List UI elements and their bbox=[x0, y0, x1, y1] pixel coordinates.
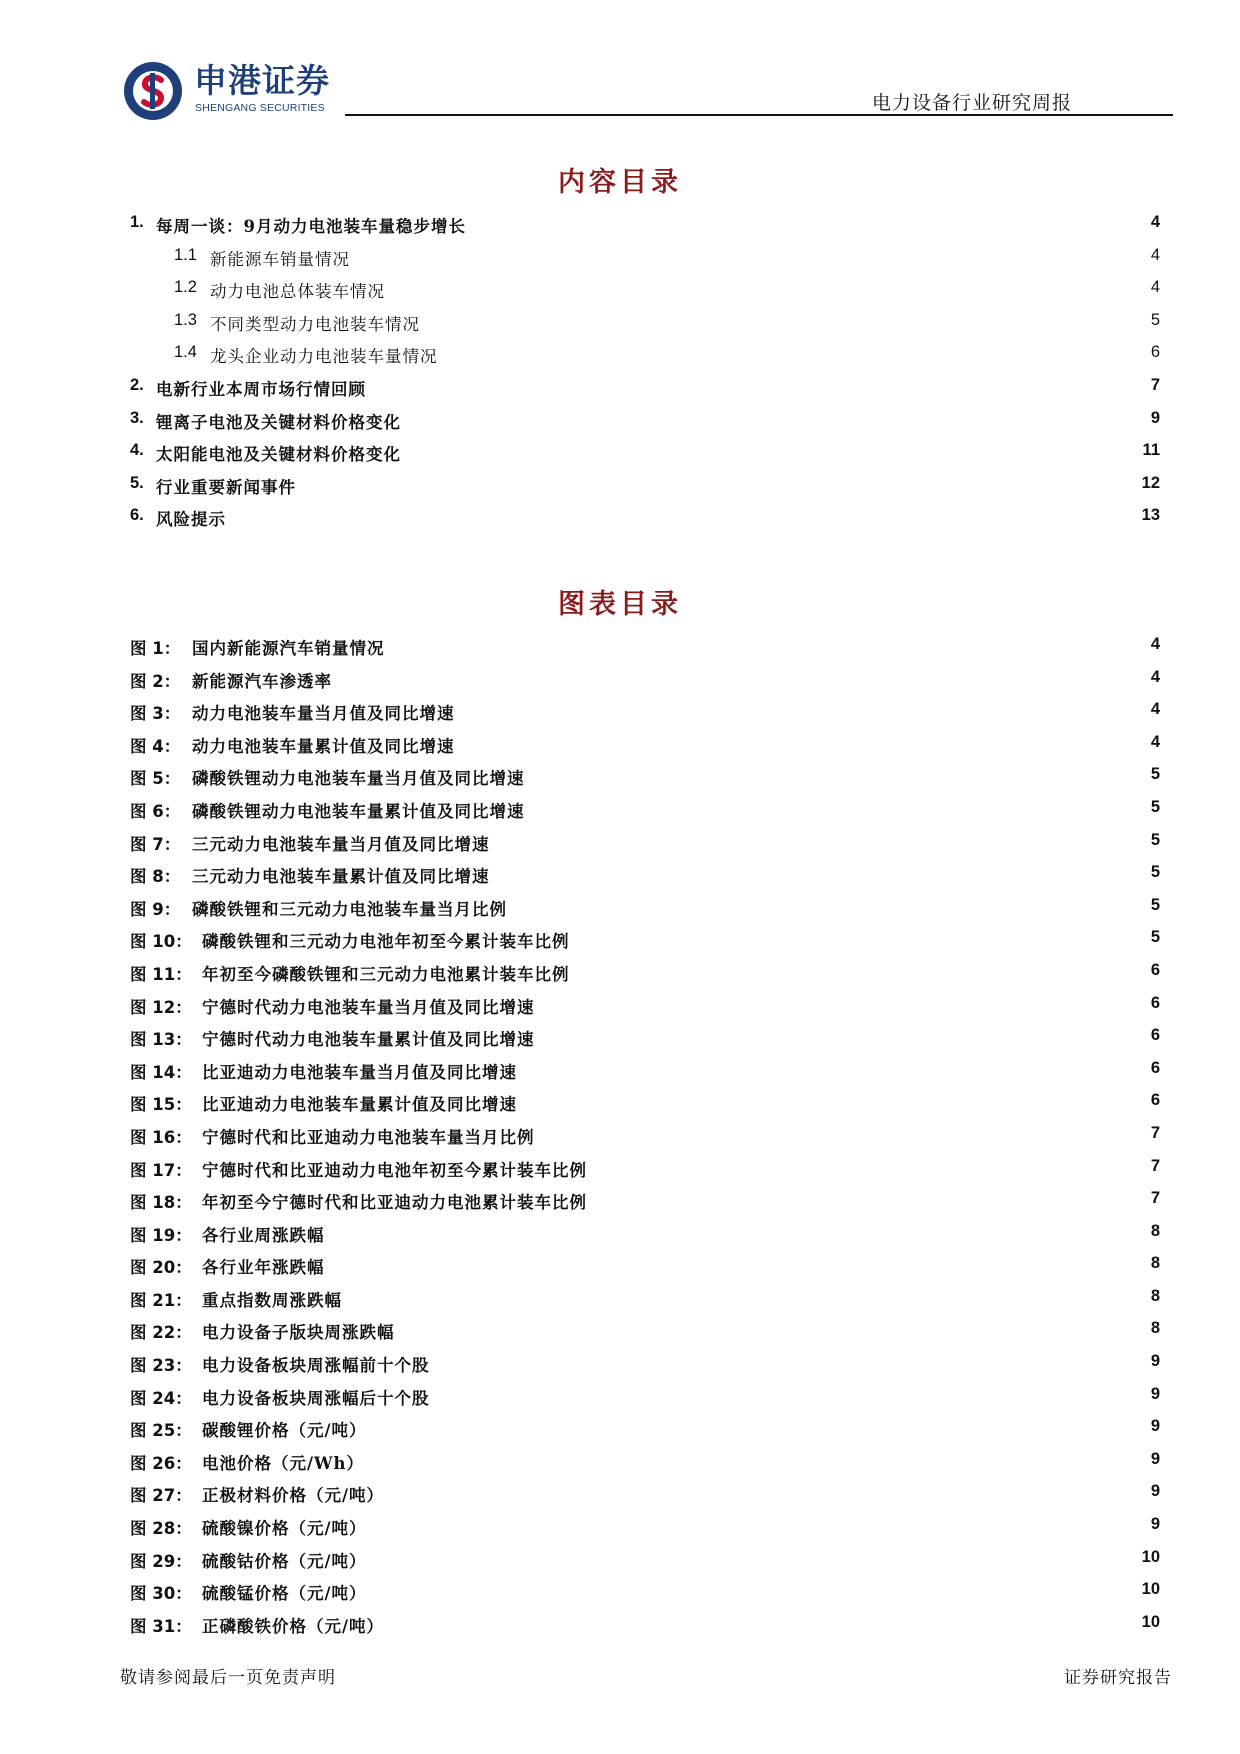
figure-entry[interactable] bbox=[130, 727, 1160, 760]
toc-entry[interactable] bbox=[130, 370, 1160, 403]
figure-entry[interactable] bbox=[130, 694, 1160, 727]
figure-entry-page: 4 bbox=[1150, 635, 1160, 653]
figure-entry-page: 6 bbox=[1150, 1091, 1160, 1110]
figure-entry-title: 三元动力电池装车量当月值及同比增速 bbox=[192, 834, 490, 854]
figure-entry[interactable] bbox=[130, 988, 1160, 1021]
figure-entry-label: 图 31： bbox=[130, 1616, 192, 1636]
figure-entry-title: 电力设备板块周涨幅前十个股 bbox=[202, 1356, 430, 1376]
figure-entry[interactable] bbox=[130, 1313, 1160, 1346]
figure-entry-title: 比亚迪动力电池装车量当月值及同比增速 bbox=[202, 1062, 517, 1082]
brand-name: 申港证券 bbox=[194, 61, 330, 100]
figure-entry[interactable] bbox=[130, 890, 1160, 923]
toc-entry-title: 动力电池总体装车情况 bbox=[210, 282, 385, 302]
toc-entry-number: 1.3 bbox=[174, 310, 197, 329]
figure-entry-label: 图 16： bbox=[130, 1127, 192, 1147]
figure-entry-title: 宁德时代和比亚迪动力电池年初至今累计装车比例 bbox=[202, 1160, 587, 1180]
figure-entry-page: 9 bbox=[1150, 1515, 1160, 1534]
figure-entry-label: 图 28： bbox=[130, 1519, 192, 1539]
figure-entry[interactable] bbox=[130, 1118, 1160, 1151]
toc-entry-page: 11 bbox=[1142, 441, 1160, 460]
figure-entry-title: 磷酸铁锂动力电池装车量累计值及同比增速 bbox=[192, 801, 525, 821]
footer-disclaimer: 敬请参阅最后一页免责声明 bbox=[120, 1668, 336, 1688]
figure-entry[interactable] bbox=[130, 1151, 1160, 1184]
figure-entry[interactable] bbox=[130, 629, 1160, 662]
toc-entry[interactable] bbox=[130, 403, 1160, 436]
figure-entry-page: 4 bbox=[1150, 732, 1160, 751]
figure-entry-page: 5 bbox=[1150, 895, 1160, 914]
figure-entry-title: 宁德时代和比亚迪动力电池装车量当月比例 bbox=[202, 1127, 535, 1147]
figure-entry-title: 电力设备子版块周涨跌幅 bbox=[202, 1323, 395, 1343]
figure-entry-page: 9 bbox=[1150, 1482, 1160, 1501]
figure-entry-page: 9 bbox=[1150, 1352, 1160, 1371]
toc-entry-title: 太阳能电池及关键材料价格变化 bbox=[156, 445, 401, 465]
figure-entry-title: 硫酸锰价格（元/吨） bbox=[202, 1584, 367, 1604]
footer-doc-type: 证券研究报告 bbox=[1064, 1668, 1172, 1688]
figure-entry-page: 5 bbox=[1150, 765, 1160, 784]
figure-entry[interactable] bbox=[130, 857, 1160, 890]
figure-entry-title: 宁德时代动力电池装车量累计值及同比增速 bbox=[202, 1030, 535, 1050]
toc-entry[interactable] bbox=[130, 468, 1160, 501]
figure-entry-page: 7 bbox=[1150, 1156, 1160, 1175]
figure-entry-label: 图 29： bbox=[130, 1551, 192, 1571]
toc-entry-page: 13 bbox=[1141, 506, 1160, 525]
toc-entry[interactable] bbox=[130, 240, 1160, 273]
brand-name-en: SHENGANG SECURITIES bbox=[195, 102, 325, 114]
figure-entry-title: 磷酸铁锂动力电池装车量当月值及同比增速 bbox=[192, 769, 525, 789]
figure-entry-title: 电池价格（元/Wh） bbox=[202, 1453, 365, 1473]
toc-entry-page: 7 bbox=[1150, 375, 1160, 394]
figure-entry[interactable] bbox=[130, 1542, 1160, 1575]
figure-entry-page: 8 bbox=[1150, 1254, 1160, 1273]
figure-entry-label: 图 21： bbox=[130, 1290, 192, 1310]
figure-entry-title: 国内新能源汽车销量情况 bbox=[192, 639, 385, 658]
toc-entry-title: 龙头企业动力电池装车量情况 bbox=[210, 347, 438, 367]
figure-entry-title: 比亚迪动力电池装车量累计值及同比增速 bbox=[202, 1095, 517, 1115]
figure-entry-page: 4 bbox=[1150, 667, 1160, 686]
figure-entry-page: 10 bbox=[1141, 1612, 1160, 1631]
figure-entry[interactable] bbox=[130, 955, 1160, 988]
figure-entry-label: 图 8： bbox=[130, 867, 181, 887]
figure-entry-title: 各行业周涨跌幅 bbox=[202, 1225, 325, 1245]
toc-entry-number: 4. bbox=[130, 441, 144, 460]
figure-entry[interactable] bbox=[130, 825, 1160, 858]
figure-entry-title: 各行业年涨跌幅 bbox=[202, 1258, 325, 1278]
figure-list bbox=[130, 629, 1160, 1639]
figure-entry-title: 宁德时代动力电池装车量当月值及同比增速 bbox=[202, 997, 535, 1017]
figure-entry-title: 碳酸锂价格（元/吨） bbox=[202, 1421, 367, 1441]
report-type: 电力设备行业研究周报 bbox=[871, 92, 1072, 114]
figure-entry-page: 5 bbox=[1150, 863, 1160, 882]
figure-entry-title: 正磷酸铁价格（元/吨） bbox=[202, 1616, 385, 1636]
figure-entry-label: 图 9： bbox=[130, 899, 181, 919]
figure-entry-label: 图 1： bbox=[130, 639, 181, 658]
toc-entry-page: 4 bbox=[1150, 245, 1160, 264]
figure-entry-label: 图 5： bbox=[130, 769, 181, 789]
toc-entry-page: 4 bbox=[1150, 278, 1160, 297]
toc-entry-title: 电新行业本周市场行情回顾 bbox=[156, 379, 366, 399]
toc-entry-number: 3. bbox=[130, 408, 144, 427]
figure-entry-title: 动力电池装车量累计值及同比增速 bbox=[192, 736, 455, 756]
toc-entry-page: 6 bbox=[1150, 343, 1160, 362]
figure-entry[interactable] bbox=[130, 1020, 1160, 1053]
figure-entry[interactable] bbox=[130, 792, 1160, 825]
toc-entry-page: 4 bbox=[1150, 213, 1160, 231]
figure-entry-label: 图 25： bbox=[130, 1421, 192, 1441]
figure-entry[interactable] bbox=[130, 1411, 1160, 1444]
figure-entry-title: 动力电池装车量当月值及同比增速 bbox=[192, 704, 455, 724]
toc-entry-number: 6. bbox=[130, 506, 144, 525]
toc-entry-title: 行业重要新闻事件 bbox=[156, 477, 296, 497]
figure-entry-title: 电力设备板块周涨幅后十个股 bbox=[202, 1388, 430, 1408]
toc-entry[interactable] bbox=[130, 207, 1160, 240]
figure-entry[interactable] bbox=[130, 662, 1160, 695]
figure-entry-page: 7 bbox=[1150, 1123, 1160, 1142]
figure-entry-page: 5 bbox=[1150, 797, 1160, 816]
toc-title: 内容目录 bbox=[558, 167, 682, 198]
toc-entry-number: 5. bbox=[130, 473, 144, 492]
figure-list-title: 图表目录 bbox=[558, 589, 682, 620]
figure-entry-page: 8 bbox=[1150, 1319, 1160, 1338]
figure-entry-page: 9 bbox=[1150, 1384, 1160, 1403]
figure-entry-label: 图 6： bbox=[130, 801, 181, 821]
figure-entry[interactable] bbox=[130, 1476, 1160, 1509]
toc-entry[interactable] bbox=[130, 305, 1160, 338]
figure-entry[interactable] bbox=[130, 1444, 1160, 1477]
figure-entry-page: 5 bbox=[1150, 928, 1160, 947]
toc-entry-number: 1.4 bbox=[174, 343, 197, 362]
figure-entry[interactable] bbox=[130, 1183, 1160, 1216]
figure-entry-page: 7 bbox=[1150, 1189, 1160, 1208]
figure-entry[interactable] bbox=[130, 1574, 1160, 1607]
figure-entry-title: 年初至今宁德时代和比亚迪动力电池累计装车比例 bbox=[202, 1193, 587, 1213]
figure-entry-title: 新能源汽车渗透率 bbox=[192, 671, 332, 691]
shengang-logo-icon bbox=[122, 60, 184, 122]
figure-entry[interactable] bbox=[130, 1281, 1160, 1314]
figure-entry-page: 6 bbox=[1150, 1026, 1160, 1045]
toc-entry-page: 12 bbox=[1141, 473, 1160, 492]
figure-entry-label: 图 15： bbox=[130, 1095, 192, 1115]
toc-entry-page: 9 bbox=[1150, 408, 1160, 427]
figure-entry-title: 硫酸钴价格（元/吨） bbox=[202, 1551, 367, 1571]
figure-entry-label: 图 30： bbox=[130, 1584, 192, 1604]
figure-entry[interactable] bbox=[130, 1379, 1160, 1412]
figure-entry-label: 图 2： bbox=[130, 671, 181, 691]
header-divider bbox=[345, 114, 1173, 116]
toc-entry-title: 新能源车销量情况 bbox=[210, 249, 350, 269]
figure-entry-label: 图 24： bbox=[130, 1388, 192, 1408]
toc-entry-page: 5 bbox=[1150, 310, 1160, 329]
figure-entry-title: 三元动力电池装车量累计值及同比增速 bbox=[192, 867, 490, 887]
figure-entry-title: 硫酸镍价格（元/吨） bbox=[202, 1519, 367, 1539]
figure-entry-page: 5 bbox=[1150, 830, 1160, 849]
toc-entry-number: 1. bbox=[130, 213, 144, 231]
toc-entry-title: 锂离子电池及关键材料价格变化 bbox=[156, 412, 401, 432]
toc-entry-title: 每周一谈：9月动力电池装车量稳步增长 bbox=[156, 217, 466, 236]
figure-entry[interactable] bbox=[130, 1607, 1160, 1640]
figure-entry[interactable] bbox=[130, 922, 1160, 955]
toc-entry[interactable] bbox=[130, 500, 1160, 533]
toc-entry-number: 1.2 bbox=[174, 278, 197, 297]
figure-entry[interactable] bbox=[130, 1053, 1160, 1086]
toc-entry[interactable] bbox=[130, 337, 1160, 370]
figure-entry-title: 年初至今磷酸铁锂和三元动力电池累计装车比例 bbox=[202, 964, 570, 984]
figure-entry[interactable] bbox=[130, 1085, 1160, 1118]
toc-entry[interactable] bbox=[130, 272, 1160, 305]
figure-entry-label: 图 18： bbox=[130, 1193, 192, 1213]
figure-entry-label: 图 22： bbox=[130, 1323, 192, 1343]
figure-entry-label: 图 12： bbox=[130, 997, 192, 1017]
figure-entry-label: 图 19： bbox=[130, 1225, 192, 1245]
figure-entry-title: 重点指数周涨跌幅 bbox=[202, 1290, 342, 1310]
figure-entry-label: 图 17： bbox=[130, 1160, 192, 1180]
figure-entry-label: 图 10： bbox=[130, 932, 192, 952]
figure-entry-title: 磷酸铁锂和三元动力电池装车量当月比例 bbox=[192, 899, 507, 919]
figure-entry-label: 图 27： bbox=[130, 1486, 192, 1506]
figure-entry-label: 图 26： bbox=[130, 1453, 192, 1473]
figure-entry-label: 图 11： bbox=[130, 964, 192, 984]
figure-entry[interactable] bbox=[130, 1216, 1160, 1249]
figure-entry-page: 9 bbox=[1150, 1417, 1160, 1436]
figure-entry-label: 图 14： bbox=[130, 1062, 192, 1082]
table-of-contents bbox=[130, 207, 1160, 533]
figure-entry-page: 8 bbox=[1150, 1286, 1160, 1305]
figure-entry-page: 4 bbox=[1150, 700, 1160, 719]
figure-entry-label: 图 7： bbox=[130, 834, 181, 854]
figure-entry[interactable] bbox=[130, 1346, 1160, 1379]
figure-entry-page: 6 bbox=[1150, 960, 1160, 979]
figure-entry-page: 6 bbox=[1150, 993, 1160, 1012]
figure-entry-page: 8 bbox=[1150, 1221, 1160, 1240]
figure-entry-page: 6 bbox=[1150, 1058, 1160, 1077]
page-header bbox=[0, 0, 1240, 120]
figure-entry[interactable] bbox=[130, 1248, 1160, 1281]
figure-entry-label: 图 20： bbox=[130, 1258, 192, 1278]
figure-entry-title: 磷酸铁锂和三元动力电池年初至今累计装车比例 bbox=[202, 932, 570, 952]
figure-entry-label: 图 23： bbox=[130, 1356, 192, 1376]
figure-entry[interactable] bbox=[130, 1509, 1160, 1542]
figure-entry-label: 图 3： bbox=[130, 704, 181, 724]
toc-entry-title: 不同类型动力电池装车情况 bbox=[210, 314, 420, 334]
toc-entry-title: 风险提示 bbox=[156, 510, 226, 530]
figure-entry-label: 图 4： bbox=[130, 736, 181, 756]
toc-entry-number: 2. bbox=[130, 375, 144, 394]
figure-entry-page: 9 bbox=[1150, 1449, 1160, 1468]
figure-entry-label: 图 13： bbox=[130, 1030, 192, 1050]
figure-entry-title: 正极材料价格（元/吨） bbox=[202, 1486, 385, 1506]
figure-entry-page: 10 bbox=[1141, 1580, 1160, 1599]
figure-entry[interactable] bbox=[130, 759, 1160, 792]
toc-entry[interactable] bbox=[130, 435, 1160, 468]
figure-entry-page: 10 bbox=[1141, 1547, 1160, 1566]
toc-entry-number: 1.1 bbox=[174, 245, 197, 264]
